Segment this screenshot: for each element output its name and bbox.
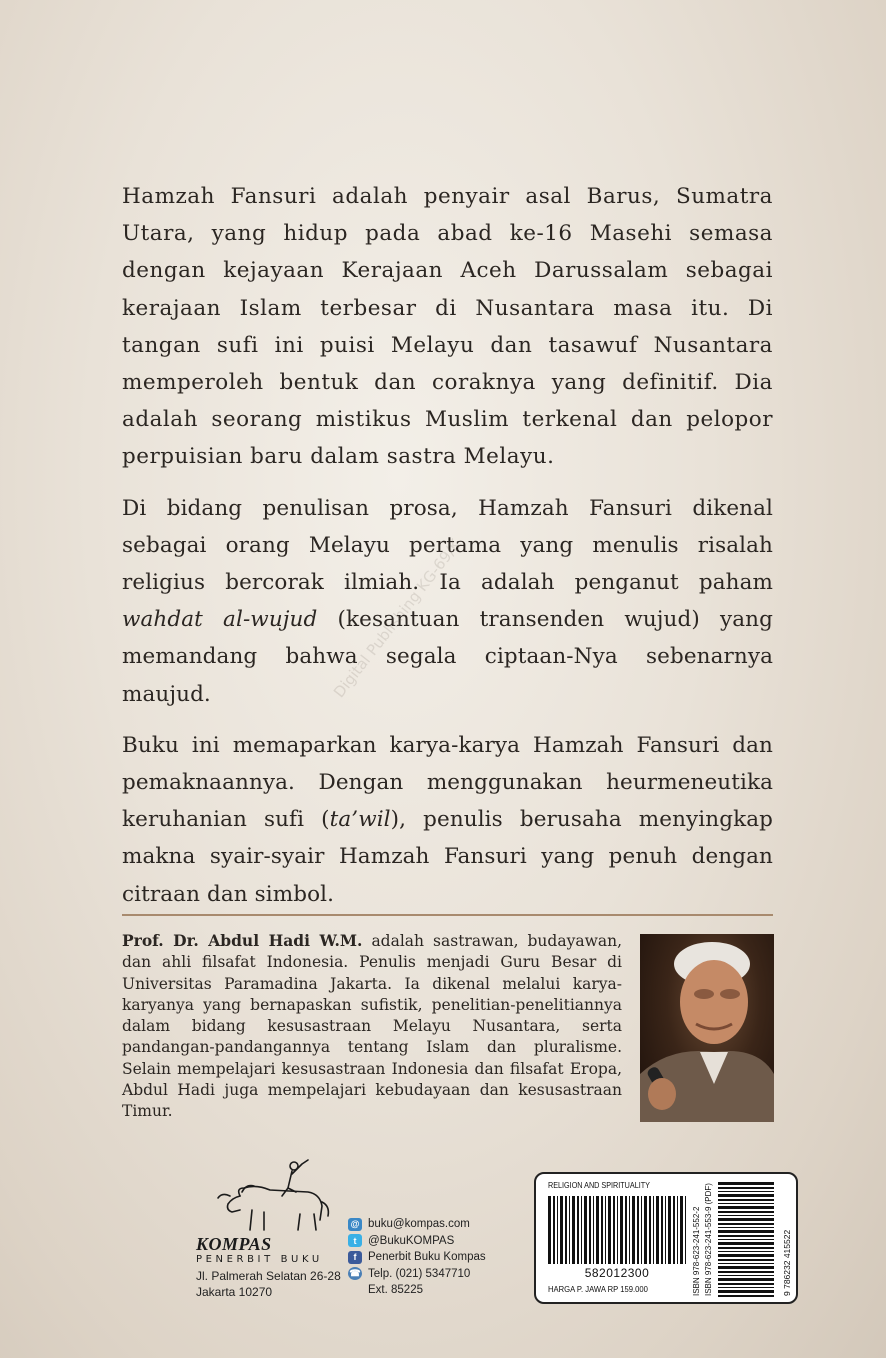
- blurb-paragraph-3-text-a: Buku ini memaparkan karya-karya Hamzah Fansuri dan pemaknaannya. Dengan menggunakan heurmeneutika keruhanian sufi (: [122, 732, 773, 833]
- author-name: Prof. Dr. Abdul Hadi W.M.: [122, 931, 363, 950]
- publisher-name: KOMPAS: [196, 1234, 272, 1254]
- twitter-text: @BukuKOMPAS: [368, 1234, 455, 1247]
- contact-phone: [348, 1266, 486, 1283]
- twitter-icon: t: [348, 1234, 362, 1247]
- blurb-paragraph-2-text-b: (kesantuan transenden wujud) yang memandang bahwa segala ciptaan-Nya sebenarnya maujud.: [122, 607, 773, 707]
- author-photo: [640, 934, 774, 1122]
- author-bio-text: adalah sastrawan, budayawan, dan ahli filsafat Indonesia. Penulis menjadi Guru Besar di Universitas Paramadina Jakarta. Ia dikenal melalui karya-karyanya yang bernapaskan sufistik, penelitian-penelitiannya dalam bidang kesusastraan Melayu Nusantara, serta pandangan-pandangannya tentang Islam dan pluralisme. Selain mempelajari kesusastraan Indonesia dan filsafat Eropa, Abdul Hadi juga mempelajari kebudayaan dan kesusastraan Timur.: [122, 932, 622, 1121]
- facebook-text: Penerbit Buku Kompas: [368, 1251, 486, 1264]
- blurb-paragraph-2: [122, 490, 773, 713]
- facebook-icon: f: [348, 1251, 362, 1264]
- farmer-buffalo-icon: [196, 1158, 336, 1236]
- watermark: Digital Publishing KG-69/K: [330, 535, 465, 702]
- blurb-term-wahdat: wahdat al-wujud: [122, 607, 318, 633]
- contact-email: [348, 1216, 486, 1233]
- address-line-1: Jl. Palmerah Selatan 26-28: [196, 1269, 341, 1283]
- publisher-address: [196, 1268, 341, 1300]
- kompas-logo: [196, 1158, 336, 1236]
- author-photo-illustration: [640, 934, 774, 1122]
- email-icon: @: [348, 1218, 362, 1231]
- contact-ext: [348, 1282, 486, 1299]
- contact-twitter: [348, 1233, 486, 1250]
- barcode-price: HARGA P. JAWA RP 159.000: [548, 1284, 648, 1294]
- author-bio: [122, 930, 622, 1123]
- blurb-paragraph-3: [122, 727, 773, 913]
- barcode-number: 582012300: [584, 1266, 650, 1280]
- isbn-barcode-number: 9 786232 415522: [782, 1229, 792, 1296]
- phone-text: Telp. (021) 5347710: [368, 1267, 471, 1280]
- ext-text: Ext. 85225: [368, 1284, 423, 1297]
- blurb-paragraph-2-text-a: Di bidang penulisan prosa, Hamzah Fansuri dikenal sebagai orang Melayu pertama yang menulis risalah religius bercorak ilmiah. Ia adalah penganut paham: [122, 495, 773, 596]
- publisher-subtitle: PENERBIT BUKU: [196, 1254, 323, 1265]
- contact-facebook: [348, 1249, 486, 1266]
- isbn-pdf: ISBN 978-623-241-553-9 (PDF): [704, 1183, 713, 1296]
- divider: [122, 914, 773, 916]
- email-text: buku@kompas.com: [368, 1218, 470, 1231]
- address-line-2: Jakarta 10270: [196, 1285, 273, 1299]
- blurb-term-tawil: ta’wil: [329, 807, 391, 833]
- blurb-paragraph-1: Hamzah Fansuri adalah penyair asal Barus, Sumatra Utara, yang hidup pada abad ke-16 Masehi semasa dengan kejayaan Kerajaan Aceh Darussalam sebagai kerajaan Islam terbesar di Nusantara masa itu. Di tangan sufi ini puisi Melayu dan tasawuf Nusantara memperoleh bentuk dan coraknya yang definitif. Dia adalah seorang mistikus Muslim terkenal dan pelopor perpuisian baru dalam sastra Melayu.: [122, 184, 773, 470]
- barcode-bars: [548, 1196, 686, 1264]
- barcode-category: RELIGION AND SPIRITUALITY: [548, 1180, 650, 1190]
- isbn-barcode-bars: [718, 1182, 774, 1298]
- barcode-box: [534, 1172, 798, 1304]
- publisher-contacts: [348, 1216, 486, 1299]
- phone-icon: ☎: [349, 1268, 361, 1279]
- blurb-paragraph-3-text-b: ), penulis berusaha menyingkap makna syair-syair Hamzah Fansuri yang penuh dengan citraan dan simbol.: [122, 807, 773, 907]
- isbn-print: ISBN 978-623-241-552-2: [692, 1206, 701, 1296]
